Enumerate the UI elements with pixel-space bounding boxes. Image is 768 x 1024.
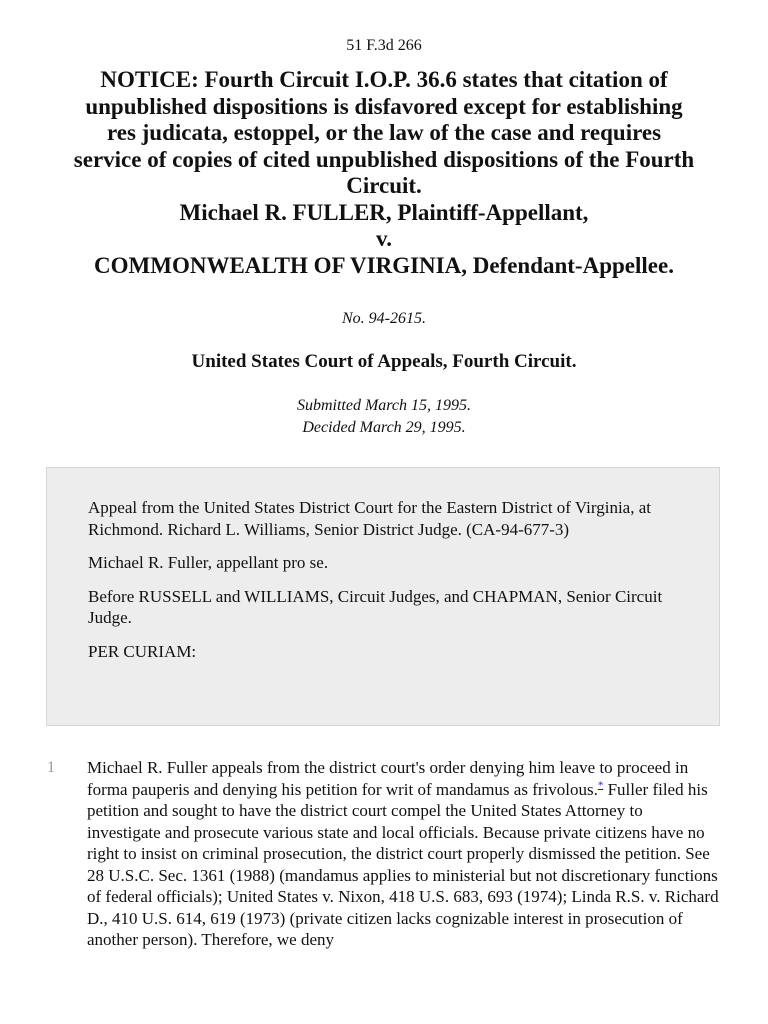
opinion-paragraph bbox=[0, 757, 768, 951]
notice-line: Circuit. bbox=[346, 173, 422, 198]
counsel: Michael R. Fuller, appellant pro se. bbox=[88, 553, 329, 572]
notice-line: res judicata, estoppel, or the law of the case and requires bbox=[106, 120, 662, 145]
per-curiam: PER CURIAM: bbox=[88, 641, 197, 661]
notice-line: unpublished dispositions is disfavored except for establishing bbox=[85, 93, 683, 119]
paragraph-text-start: Michael R. Fuller appeals from the district court's order denying him leave to proceed in forma pauperis and denying his petition for writ of mandamus as frivolous. bbox=[87, 758, 689, 799]
docket-number: No. 94-2615. bbox=[342, 310, 426, 327]
decided-date: Decided March 29, 1995. bbox=[302, 418, 466, 436]
syllabus-box bbox=[46, 467, 720, 726]
opinion bbox=[0, 757, 768, 951]
footnote-link[interactable]: * bbox=[597, 778, 604, 791]
paragraph-number: 1 bbox=[47, 759, 55, 776]
citation: 51 F.3d 266 bbox=[346, 37, 422, 54]
plaintiff-party: Michael R. FULLER, Plaintiff-Appellant, bbox=[179, 199, 589, 225]
defendant-party: COMMONWEALTH OF VIRGINIA, Defendant-Appellee. bbox=[94, 252, 674, 278]
paragraph-text-rest: Fuller filed his petition and sought to have the district court compel the United States Attorney to investigate and prosecute various state and local officials. Because private citizens have no right to insist on criminal prosecution, the district court properly dismissed the petition. See 28 U.S.C. Sec. 1361 (1988) (mandamus applies to ministerial but not discretionary functions of federal officials); United States v. Nixon, 418 U.S. 683, 693 (1974); Linda R.S. v. Richard D., 410 U.S. 614, 619 (1973) (private citizen lacks cognizable interest in prosecution of another person). Therefore, we deny bbox=[87, 779, 719, 949]
court-name: United States Court of Appeals, Fourth Circuit. bbox=[191, 351, 577, 372]
case-caption bbox=[40, 67, 728, 279]
case-dates bbox=[0, 395, 768, 438]
notice-line: service of copies of cited unpublished dispositions of the Fourth bbox=[73, 146, 695, 172]
appeal-from: Appeal from the United States District Court for the Eastern District of Virginia, at Richmond. Richard L. Williams, Senior District Judge. (CA-94-677-3) bbox=[88, 498, 652, 539]
submitted-date: Submitted March 15, 1995. bbox=[296, 397, 472, 414]
versus: v. bbox=[376, 226, 392, 251]
notice-line: NOTICE: Fourth Circuit I.O.P. 36.6 states that citation of bbox=[100, 67, 668, 92]
panel: Before RUSSELL and WILLIAMS, Circuit Judges, and CHAPMAN, Senior Circuit Judge. bbox=[88, 586, 663, 627]
